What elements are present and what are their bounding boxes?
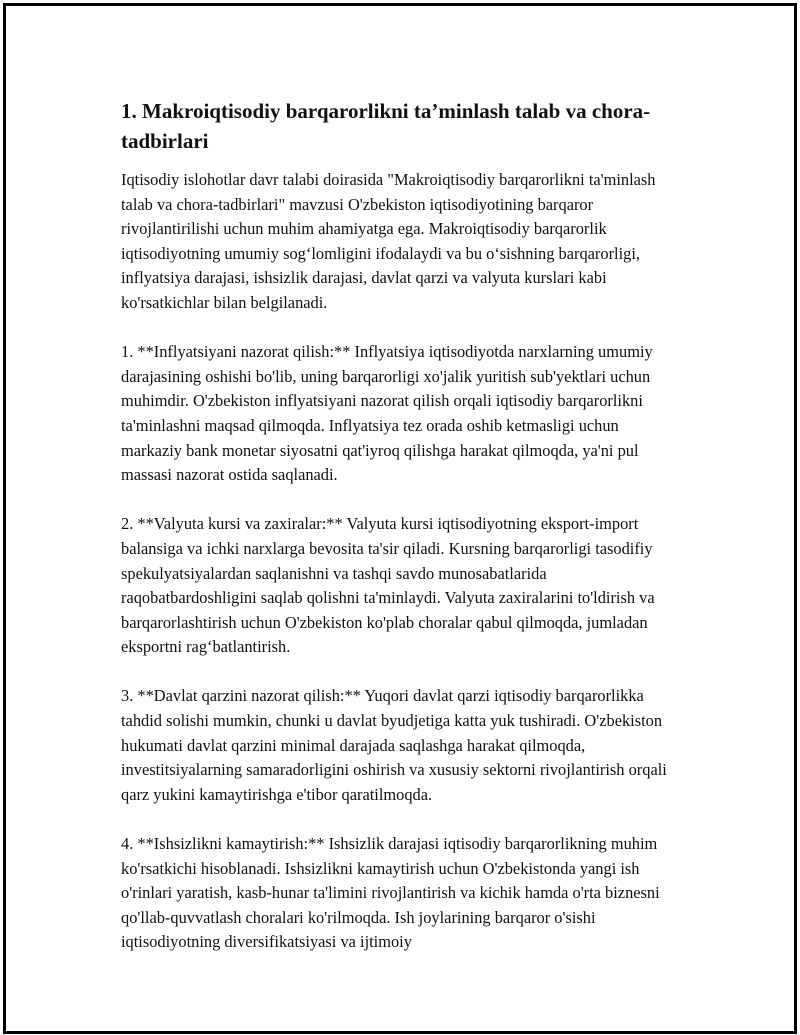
unemployment-paragraph: 4. **Ishsizlikni kamaytirish:** Ishsizlik darajasi iqtisodiy barqarorlikning muhim ko'rsatkichi hisoblanadi. Ishsizlikni kamaytirish uchun O'zbekistonda yangi ish o'rinlari yaratish, kasb-hunar ta'limini rivojlantirish va kichik hamda o'rta biznesni qo'llab-quvvatlash choralari ko'rilmoqda. Ish joylarining barqaror o'sishi iqtisodiyotning diversifikatsiyasi va ijtimoiy xyxy=(121,834,660,952)
document-body xyxy=(121,96,681,980)
public-debt-paragraph: 3. **Davlat qarzini nazorat qilish:** Yuqori davlat qarzi iqtisodiy barqarorlikka tahdid solishi mumkin, chunki u davlat byudjetiga katta yuk tushiradi. O'zbekiston hukumati davlat qarzini minimal darajada saqlashga harakat qilmoqda, investitsiyalarning samaradorligini oshirish va xususiy sektorni rivojlantirish orqali qarz yukini kamaytirishga e'tibor qaratilmoqda. xyxy=(121,686,667,804)
intro-paragraph: Iqtisodiy islohotlar davr talabi doirasida "Makroiqtisodiy barqarorlikni ta'minlash talab va chora-tadbirlari" mavzusi O'zbekiston iqtisodiyotining barqaror rivojlantirilishi uchun muhim ahamiyatga ega. Makroiqtisodiy barqarorlik iqtisodiyotning umumiy sog‘lomligini ifodalaydi va bu o‘sishning barqarorligi, inflyatsiya darajasi, ishsizlik darajasi, davlat qarzi va valyuta kurslari kabi ko'rsatkichlar bilan belgilanadi. xyxy=(121,170,656,312)
section-heading: 1. Makroiqtisodiy barqarorlikni ta’minlash talab va chora-tadbirlari xyxy=(121,99,651,153)
currency-paragraph: 2. **Valyuta kursi va zaxiralar:** Valyuta kursi iqtisodiyotning eksport-import balansiga va ichki narxlarga bevosita ta'sir qiladi. Kursning barqarorligi tasodifiy spekulyatsiyalardan saqlanishni va tashqi savdo munosabatlarida raqobatbardoshligini saqlab qolishni ta'minlaydi. Valyuta zaxiralarini to'ldirish va barqarorlashtirish uchun O'zbekiston ko'plab choralar qabul qilmoqda, jumladan eksportni rag‘batlantirish. xyxy=(121,514,655,657)
inflation-paragraph: 1. **Inflyatsiyani nazorat qilish:** Inflyatsiya iqtisodiyotda narxlarning umumiy darajasining oshishi bo'lib, uning barqarorligi xo'jalik yuritish sub'yektlari uchun muhimdir. O'zbekiston inflyatsiyani nazorat qilish orqali iqtisodiy barqarorlikni ta'minlashni maqsad qilmoqda. Inflyatsiya tez orada oshib ketmasligi uchun markaziy bank monetar siyosatni qat'iyroq qilishga harakat qilmoqda, ya'ni pul massasi nazorat ostida saqlanadi. xyxy=(121,342,653,485)
page-frame xyxy=(3,3,797,1034)
